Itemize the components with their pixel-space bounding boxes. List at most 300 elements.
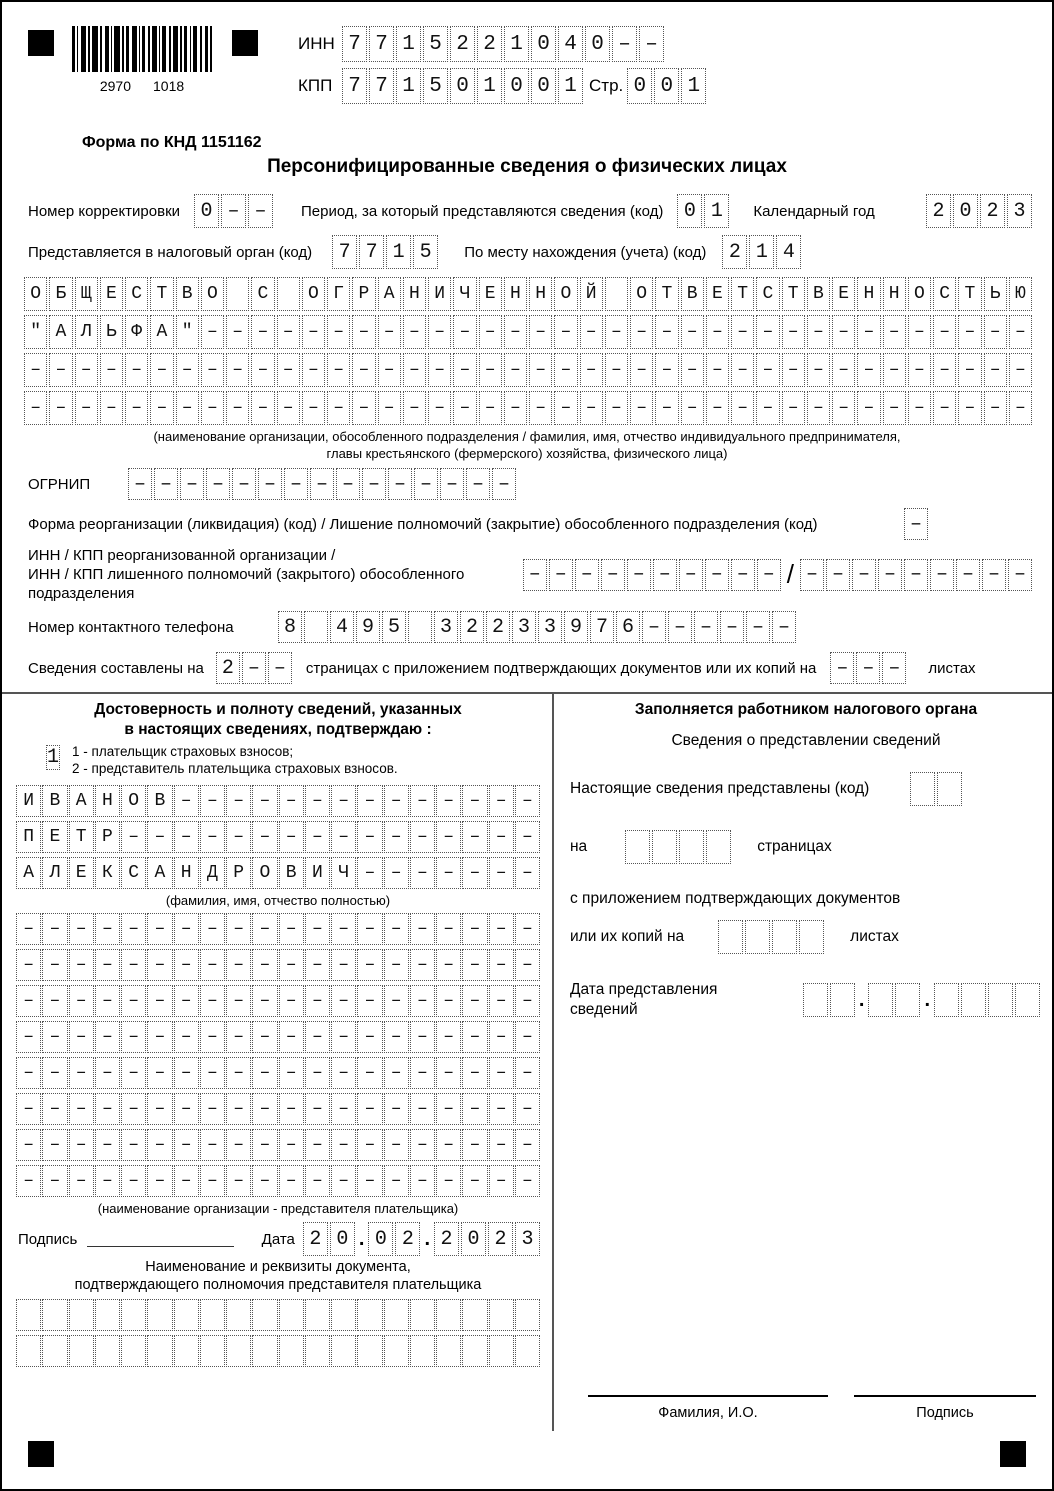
form-cell: – <box>410 821 435 853</box>
form-cell: – <box>284 468 308 500</box>
form-cell: – <box>42 1165 67 1197</box>
barcode <box>72 26 212 94</box>
form-cell: Е <box>42 821 67 853</box>
form-cell: – <box>655 315 678 349</box>
form-cell: – <box>147 949 172 981</box>
form-cell: Е <box>832 277 855 311</box>
form-cell: – <box>258 468 282 500</box>
form-cell: 1 <box>47 746 60 769</box>
form-cell: – <box>176 353 199 387</box>
form-cell: – <box>174 949 199 981</box>
confirmation-code-cell <box>46 745 60 770</box>
form-cell: – <box>378 315 401 349</box>
form-cell <box>69 1335 94 1367</box>
form-cell: – <box>69 1165 94 1197</box>
form-cell: – <box>69 1093 94 1125</box>
ogrnip-cells <box>128 468 516 500</box>
form-cell <box>772 920 797 954</box>
form-cell: – <box>1009 391 1032 425</box>
form-cell <box>174 1299 199 1331</box>
form-cell: 3 <box>515 1222 540 1256</box>
form-cell: – <box>440 468 464 500</box>
form-cell: Т <box>782 277 805 311</box>
phone-cells <box>278 611 796 643</box>
form-cell <box>357 1335 382 1367</box>
form-cell: – <box>180 468 204 500</box>
form-cell: – <box>529 353 552 387</box>
signature-date-row <box>18 1222 540 1256</box>
form-cell: В <box>279 857 304 889</box>
form-cell: – <box>462 1129 487 1161</box>
form-cell: 2 <box>488 1222 513 1256</box>
form-cell: – <box>174 785 199 817</box>
form-cell: Р <box>352 277 375 311</box>
page-number-cells <box>627 68 706 104</box>
form-cell: – <box>706 353 729 387</box>
kpp-row <box>298 68 706 104</box>
form-cell: О <box>908 277 931 311</box>
form-cell: – <box>331 1129 356 1161</box>
rep-row <box>16 985 540 1017</box>
form-cell: – <box>200 1165 225 1197</box>
submission-date-month <box>868 983 920 1017</box>
form-cell: – <box>388 468 412 500</box>
org-name-grid <box>24 277 1032 425</box>
form-cell: – <box>121 913 146 945</box>
form-cell: – <box>489 985 514 1017</box>
form-cell: – <box>302 315 325 349</box>
form-cell: – <box>305 1129 330 1161</box>
form-cell: – <box>357 857 382 889</box>
form-cell: В <box>147 785 172 817</box>
form-cell: 2 <box>460 611 484 643</box>
form-cell: – <box>984 391 1007 425</box>
form-cell <box>226 1299 251 1331</box>
form-cell: – <box>226 315 249 349</box>
form-cell <box>910 772 935 806</box>
form-cell: – <box>489 785 514 817</box>
form-cell: – <box>462 857 487 889</box>
form-cell: – <box>410 985 435 1017</box>
form-cell: – <box>305 785 330 817</box>
attach-sheets-cells <box>830 652 906 684</box>
registration-mark-top-left <box>28 30 54 56</box>
form-cell: – <box>200 785 225 817</box>
form-cell: – <box>327 353 350 387</box>
pages-count-cells <box>216 652 292 684</box>
form-cell: 1 <box>396 26 421 62</box>
form-cell: – <box>221 194 246 228</box>
form-cell: – <box>403 315 426 349</box>
form-cell: К <box>95 857 120 889</box>
form-cell: – <box>580 391 603 425</box>
tax-authority-cells <box>332 235 438 269</box>
form-cell: – <box>908 391 931 425</box>
form-cell: – <box>174 1057 199 1089</box>
form-cell: – <box>362 468 386 500</box>
form-cell: – <box>200 1021 225 1053</box>
form-cell: Е <box>100 277 123 311</box>
form-cell: 1 <box>558 68 583 104</box>
form-cell: – <box>121 1165 146 1197</box>
period-label: Период, за который представляются сведения (код) <box>301 202 664 220</box>
submitted-code-row <box>570 772 1042 806</box>
form-cell: – <box>982 559 1006 591</box>
form-cell: – <box>95 949 120 981</box>
reorg-form-row <box>28 508 1032 540</box>
form-cell: – <box>428 315 451 349</box>
page-label: Стр. <box>589 76 624 95</box>
year-cells <box>926 194 1032 228</box>
form-cell: – <box>489 821 514 853</box>
form-cell: – <box>756 391 779 425</box>
form-cell: Н <box>403 277 426 311</box>
rep-row <box>16 1165 540 1197</box>
form-cell: 0 <box>330 1222 355 1256</box>
form-cell: – <box>226 1021 251 1053</box>
form-cell: 5 <box>382 611 406 643</box>
form-cell: – <box>150 353 173 387</box>
form-cell: О <box>630 277 653 311</box>
form-cell: – <box>174 1129 199 1161</box>
form-cell: – <box>232 468 256 500</box>
form-cell: – <box>279 1129 304 1161</box>
form-cell: – <box>268 652 292 684</box>
form-cell: – <box>428 391 451 425</box>
form-cell: – <box>331 821 356 853</box>
form-cell: – <box>830 652 854 684</box>
form-cell: – <box>489 1057 514 1089</box>
form-cell: – <box>42 1057 67 1089</box>
fio-row-patronymic <box>16 857 540 889</box>
form-cell: – <box>16 1021 41 1053</box>
reorg-form-cell <box>904 508 928 540</box>
form-cell: Ч <box>331 857 356 889</box>
form-cell <box>226 277 249 311</box>
form-cell: – <box>357 821 382 853</box>
form-cell: Н <box>883 277 906 311</box>
attach-docs-label-row <box>570 890 1042 908</box>
form-cell: – <box>706 315 729 349</box>
form-cell: – <box>200 821 225 853</box>
form-cell: 1 <box>396 68 421 104</box>
rep-row <box>16 949 540 981</box>
form-cell: – <box>206 468 230 500</box>
form-cell: – <box>200 949 225 981</box>
officer-heading: Заполняется работником налогового органа <box>634 701 978 718</box>
form-cell: – <box>147 1165 172 1197</box>
form-cell: – <box>410 949 435 981</box>
form-cell <box>121 1299 146 1331</box>
form-cell: 3 <box>512 611 536 643</box>
form-cell <box>226 1335 251 1367</box>
form-cell: – <box>16 1165 41 1197</box>
date-day-cells <box>303 1222 355 1256</box>
form-cell: – <box>908 353 931 387</box>
form-cell: – <box>575 559 599 591</box>
form-cell: – <box>800 559 824 591</box>
fio-caption: (фамилия, имя, отчество полностью) <box>165 893 391 908</box>
form-cell: – <box>403 391 426 425</box>
form-cell <box>305 1299 330 1331</box>
registration-mark-bottom-left <box>28 1441 54 1467</box>
form-cell: – <box>857 315 880 349</box>
form-cell: – <box>95 913 120 945</box>
form-cell: – <box>279 1021 304 1053</box>
form-cell: – <box>782 353 805 387</box>
form-cell: – <box>489 1165 514 1197</box>
form-cell: – <box>489 1093 514 1125</box>
form-cell: О <box>302 277 325 311</box>
form-cell: А <box>378 277 401 311</box>
form-cell: О <box>24 277 47 311</box>
form-cell: – <box>515 985 540 1017</box>
fio-row-name <box>16 821 540 853</box>
form-cell: – <box>852 559 876 591</box>
form-cell: – <box>357 1165 382 1197</box>
form-cell: – <box>252 985 277 1017</box>
form-cell: – <box>147 1057 172 1089</box>
form-cell: – <box>882 652 906 684</box>
barcode-number-left: 2970 <box>99 78 131 94</box>
form-cell: – <box>174 821 199 853</box>
form-cell: – <box>357 1057 382 1089</box>
form-cell: – <box>1009 353 1032 387</box>
document-caption: Наименование и реквизиты документа, подтверждающего полномочия представителя плательщика <box>74 1259 482 1293</box>
form-cell: – <box>121 949 146 981</box>
form-cell: Щ <box>75 277 98 311</box>
form-cell: – <box>436 949 461 981</box>
form-cell: – <box>462 785 487 817</box>
form-cell: – <box>95 1057 120 1089</box>
form-cell: – <box>305 1057 330 1089</box>
form-cell: – <box>42 1129 67 1161</box>
inn-cells <box>342 26 664 62</box>
form-cell: – <box>605 353 628 387</box>
form-cell: – <box>331 985 356 1017</box>
form-cell: – <box>16 1129 41 1161</box>
form-cell: – <box>251 391 274 425</box>
form-cell: – <box>807 353 830 387</box>
form-cell <box>42 1335 67 1367</box>
copies-label: или их копий на <box>570 928 685 945</box>
pages-prefix-label: Сведения составлены на <box>28 659 204 677</box>
form-cell: – <box>69 913 94 945</box>
form-cell: – <box>627 559 651 591</box>
form-cell: – <box>436 1165 461 1197</box>
form-cell: 2 <box>722 235 747 269</box>
form-cell: – <box>154 468 178 500</box>
form-cell <box>121 1335 146 1367</box>
reorg-inn-cells <box>523 559 781 591</box>
form-cell: А <box>150 315 173 349</box>
form-cell: – <box>956 559 980 591</box>
form-cell: – <box>554 315 577 349</box>
form-cell: – <box>958 353 981 387</box>
form-cell: – <box>515 821 540 853</box>
form-cell: – <box>16 1093 41 1125</box>
registration-mark-top-inner <box>232 30 258 56</box>
inn-label: ИНН <box>298 34 335 53</box>
form-cell: 0 <box>677 194 702 228</box>
form-cell: 9 <box>564 611 588 643</box>
form-cell: 9 <box>356 611 380 643</box>
form-cell: – <box>305 1165 330 1197</box>
form-cell: – <box>933 391 956 425</box>
submission-date-row <box>570 980 1042 1020</box>
form-cell: 2 <box>486 611 510 643</box>
form-cell: – <box>731 353 754 387</box>
form-cell: – <box>331 913 356 945</box>
form-cell: – <box>226 785 251 817</box>
form-cell: – <box>174 1093 199 1125</box>
form-cell: – <box>201 353 224 387</box>
form-cell: – <box>384 1165 409 1197</box>
form-cell: – <box>883 391 906 425</box>
form-cell: – <box>69 949 94 981</box>
bottom-strip <box>2 1431 1052 1489</box>
payer-confirmation-column <box>2 694 554 1431</box>
form-cell: – <box>782 391 805 425</box>
phone-label: Номер контактного телефона <box>28 618 234 636</box>
form-cell: – <box>226 391 249 425</box>
submitted-code-cells <box>910 772 962 806</box>
officer-signature-line <box>854 1395 1036 1397</box>
date-label: Дата <box>261 1230 295 1248</box>
fio-row-surname <box>16 785 540 817</box>
form-cell: – <box>782 315 805 349</box>
form-cell: " <box>176 315 199 349</box>
form-cell: 2 <box>450 26 475 62</box>
form-cell: Г <box>327 277 350 311</box>
form-cell: – <box>121 1129 146 1161</box>
officer-signature-row <box>588 1395 1036 1421</box>
form-cell: – <box>174 913 199 945</box>
form-cell: – <box>883 353 906 387</box>
form-cell: Н <box>857 277 880 311</box>
form-cell: П <box>16 821 41 853</box>
form-cell: 0 <box>585 26 610 62</box>
form-cell: 2 <box>926 194 951 228</box>
form-cell: – <box>453 391 476 425</box>
form-cell: 1 <box>749 235 774 269</box>
inn-kpp-block <box>298 26 706 110</box>
representative-org-caption: (наименование организации - представителя плательщика) <box>97 1201 459 1216</box>
form-cell: – <box>515 1021 540 1053</box>
form-cell: 4 <box>330 611 354 643</box>
form-cell: – <box>984 315 1007 349</box>
form-cell <box>331 1299 356 1331</box>
form-cell: – <box>252 821 277 853</box>
form-cell: – <box>492 468 516 500</box>
form-cell: А <box>16 857 41 889</box>
correction-label: Номер корректировки <box>28 202 181 220</box>
form-cell: – <box>515 949 540 981</box>
form-cell: – <box>655 353 678 387</box>
reorg-kpp-cells <box>800 559 1032 591</box>
form-cell: – <box>1009 315 1032 349</box>
pages-row <box>28 652 1032 684</box>
doc-row <box>16 1299 540 1331</box>
form-cell: – <box>226 913 251 945</box>
form-cell: – <box>357 1093 382 1125</box>
form-cell <box>410 1335 435 1367</box>
form-cell: – <box>384 857 409 889</box>
form-cell: С <box>125 277 148 311</box>
form-cell: – <box>384 1057 409 1089</box>
form-cell: Т <box>655 277 678 311</box>
form-cell: – <box>331 785 356 817</box>
form-cell: – <box>479 353 502 387</box>
form-cell: 0 <box>504 68 529 104</box>
org-name-caption: (наименование организации, обособленного подразделения / фамилия, имя, отчество индивидуального предпринимателя, главы крестьянского (фермерского) хозяйства, физического лица) <box>153 429 901 461</box>
form-cell: С <box>933 277 956 311</box>
form-cell: Ь <box>100 315 123 349</box>
form-cell: – <box>410 785 435 817</box>
form-cell: – <box>252 1165 277 1197</box>
form-cell: – <box>251 353 274 387</box>
form-cell: – <box>174 1165 199 1197</box>
form-cell: – <box>984 353 1007 387</box>
form-cell <box>436 1299 461 1331</box>
form-cell <box>95 1299 120 1331</box>
form-cell <box>462 1299 487 1331</box>
form-cell: – <box>908 315 931 349</box>
form-cell: – <box>121 1093 146 1125</box>
registration-mark-bottom-right <box>1000 1441 1026 1467</box>
form-cell: – <box>436 1057 461 1089</box>
rep-row <box>16 1093 540 1125</box>
form-cell <box>718 920 743 954</box>
form-cell: – <box>384 1021 409 1053</box>
form-cell: – <box>731 559 755 591</box>
form-cell: – <box>832 315 855 349</box>
form-cell: – <box>352 391 375 425</box>
tax-authority-label: Представляется в налоговый орган (код) <box>28 243 313 261</box>
form-cell: – <box>462 821 487 853</box>
confirmation-heading: Достоверность и полноту сведений, указанных в настоящих сведениях, подтверждаю : <box>94 701 462 738</box>
form-cell: О <box>201 277 224 311</box>
form-cell: – <box>655 391 678 425</box>
form-cell: – <box>279 1165 304 1197</box>
form-cell: – <box>226 1093 251 1125</box>
document-grid <box>16 1299 540 1367</box>
form-cell <box>16 1299 41 1331</box>
rep-row <box>16 1057 540 1089</box>
form-cell: – <box>277 353 300 387</box>
form-cell: – <box>681 315 704 349</box>
form-cell: О <box>121 785 146 817</box>
form-cell: В <box>681 277 704 311</box>
officer-name-block <box>588 1395 828 1421</box>
form-cell: 5 <box>423 26 448 62</box>
form-cell: В <box>807 277 830 311</box>
form-cell: Ю <box>1009 277 1032 311</box>
form-cell: – <box>174 985 199 1017</box>
date-dot: . <box>924 988 930 1011</box>
form-cell: – <box>147 985 172 1017</box>
form-cell: – <box>384 985 409 1017</box>
form-cell: – <box>42 1021 67 1053</box>
form-cell: – <box>384 913 409 945</box>
form-cell <box>489 1335 514 1367</box>
form-cell: – <box>378 353 401 387</box>
form-cell: В <box>42 785 67 817</box>
form-cell: – <box>128 468 152 500</box>
form-cell: – <box>731 391 754 425</box>
form-cell: С <box>756 277 779 311</box>
form-cell <box>357 1299 382 1331</box>
